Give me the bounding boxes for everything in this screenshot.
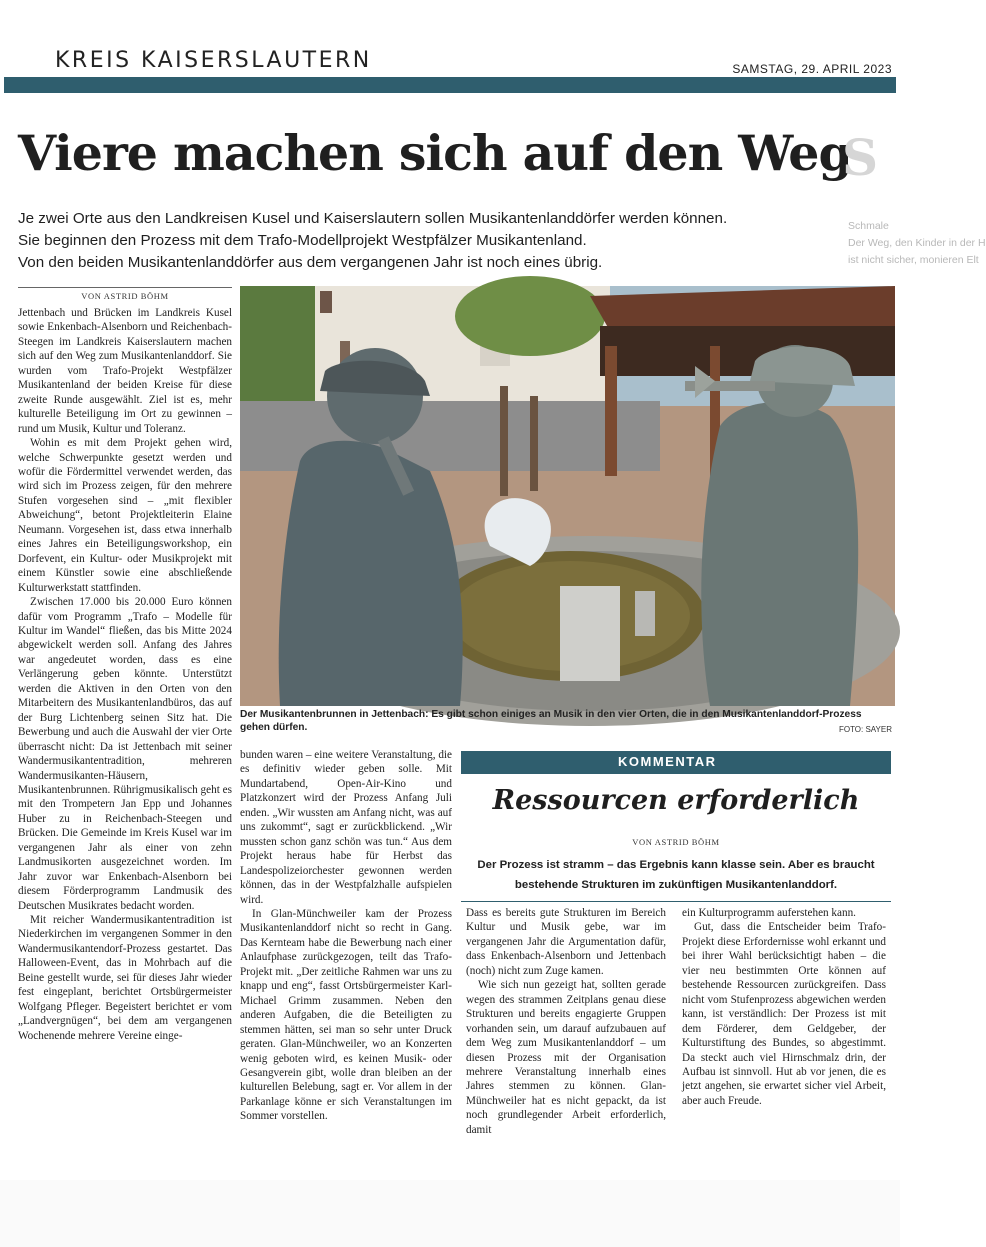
paragraph: Zwischen 17.000 bis 20.000 Euro können dafür vom Programm „Trafo – Modelle für Kultur im Wandel“ fließen, das bis Mitte 2024 abgewickelt werden soll. Anfang des Jahres war angedeutet worden, dass es eine Verlängerung geben könnte. Unterstützt werden die Aktiven in den Orten von den Mitarbeitern des Musikantenlandbüros, das auf der Burg Lichtenberg seinen Sitz hat. Die Bewerbung und auch die Auswahl der vier Orte überrascht nicht: Da ist Jettenbach mit seiner Wandermusikantentradition, mehreren Wandermusikanten-Häusern, Musikantenbrunnen. Rührigmusikalisch geht es mit den Trompetern Jan Epp und Johannes Huber zu in Reichenbach-Steegen und Brücken. Die Gemeinde im Kreis Kusel war im vergangenen Jahr als einer von zehn Landmusikorten ausgezeichnet worden. Im Jahr zuvor war Enkenbach-Alsenborn bei diesem Förderprogramm Landmusik des Deutschen Musikrates bedacht worden. xyxy=(18,596,232,912)
article-headline: Viere machen sich auf den Weg xyxy=(18,124,852,182)
paragraph: Wohin es mit dem Projekt gehen wird, welche Schwerpunkte gesetzt werden und wofür die Fördermittel verwendet werden, das wird sich im Prozess zeigen, für den mehrere Stufen vorgesehen sind – „mit flexibler Abweichung“, betont Projektleiterin Elaine Neumann. Vorgesehen ist, dass etwa innerhalb eines Jahres ein Beteiligungsworkshop, ein Dorfevent, ein Kultur- oder Musikprojekt mit einem Künstler sowie eine abschließende Kulturwerkstatt stattfinden. xyxy=(18,437,232,594)
photo-caption: Der Musikantenbrunnen in Jettenbach: Es gibt schon einiges an Musik in den vier Orten, die in den Musikantenlanddorf-Prozess gehen dürfen. xyxy=(240,709,862,733)
adjacent-line: Der Weg, den Kinder in der H xyxy=(848,237,986,249)
adjacent-article-headline-fragment: S xyxy=(842,128,879,187)
adjacent-line: ist nicht sicher, monieren Elt xyxy=(848,254,979,266)
paragraph: Dass es bereits gute Strukturen im Bereich Kultur und Musik gebe, war im vergangenen Jahr die Argumentation dafür, dass Enkenbach-Alsenborn und Jettenbach (noch) nicht zum Zuge kamen. xyxy=(466,907,666,977)
paragraph: ein Kulturprogramm auferstehen kann. xyxy=(682,907,856,919)
kommentar-lead: Der Prozess ist stramm – das Ergebnis kann klasse sein. Aber es braucht bestehende Strukturen im zukünftigen Musikantenlanddorf. xyxy=(477,859,875,891)
kommentar-label: KOMMENTAR xyxy=(461,751,891,772)
issue-date: SAMSTAG, 29. APRIL 2023 xyxy=(732,62,892,76)
paragraph: Gut, dass die Entscheider beim Trafo-Projekt diese Erfordernisse wohl erkannt und bei ihrer Wahl berücksichtigt haben – die vier neu bestimmten Orte können auf bestehende Ressourcen zurückgreifen. Dass nicht vom Stufenprozess abgewichen werden kann, ist verständlich: Der Prozess ist mit dem Förderer, dem Geldgeber, der Kulturstiftung des Bundes, so abgestimmt. Da steckt auch viel Hirnschmalz drin, der Aufbau ist sinnvoll. Hut ab vor jenen, die es jetzt angehen, sie erwartet sicher viel Arbeit, aber auch Freude. xyxy=(682,921,886,1107)
kommentar-separator xyxy=(461,901,891,902)
paragraph: Jettenbach und Brücken im Landkreis Kusel sowie Enkenbach-Alsenborn und Reichenbach-Steegen im Landkreis Kaiserslautern machen sich auf den Weg zum Musikantenlanddorf. Sie wurden vom Trafo-Projekt Westpfälzer Musikantenland der beiden Kreise für diese zweite Runde ausgewählt. Ziel ist es, mehr kulturelle Beteiligung im Ort zu gewinnen – rund um Musik, Kultur und Toleranz. xyxy=(18,307,232,435)
paragraph: Mit reicher Wandermusikantentradition ist Niederkirchen im vergangenen Sommer in den Wandermusikantendorf-Prozess gestartet. Das Halloween-Event, das in Mohrbach auf die Beine gestellt wurde, sei für dieses Jahr wieder fest eingeplant, berichtet Ortsbürgermeister Wolfgang Pfleger. Begeistert berichtet er vom „Landvergnügen“, bei dem am vergangenen Wochenende mehrere Vereine einge- xyxy=(18,914,232,1042)
adjacent-line: Schmale xyxy=(848,220,889,232)
lead-line: Von den beiden Musikantenlanddörfer aus dem vergangenen Jahr ist noch eines übrig. xyxy=(18,254,603,271)
kommentar-rule xyxy=(461,772,891,774)
adjacent-article-text-fragment xyxy=(848,218,986,269)
paragraph: Wie sich nun gezeigt hat, sollten gerade wegen des strammen Zeitplans genau diese Strukturen und bereits engagierte Gruppen vorhanden sein, um darauf aufzubauen auf dem Weg zum Musikantenlanddorf – um diesen Prozess mit der Organisation mehrere Veranstaltung innerhalb eines Jahres stemmen zu können. Glan-Münchweiler hat es nicht gepackt, da ist noch grundlegender Arbeit erforderlich, damit xyxy=(466,979,666,1136)
kommentar-column-1 xyxy=(466,906,666,1137)
header-rule xyxy=(4,77,896,93)
paragraph: bunden waren – eine weitere Veranstaltung, die es definitiv wieder geben solle. Mit Mundartabend, Open-Air-Kino und Platzkonzert wird der Prozess Anfang Juli enden. „Wir wussten am Anfang nicht, was auf uns zukommt“, sagt er zurückblickend. „Wir mussten schon ganz schön was tun.“ Aus dem Projekt heraus habe für Herbst das Landespolizeiorchester gewonnen werden können, das in der Westpfalzhalle aufspielen wird. xyxy=(240,749,452,906)
article-lead xyxy=(18,208,833,274)
paragraph: In Glan-Münchweiler kam der Prozess Musikantenlanddorf nicht so recht in Gang. Das Kernteam habe die Bewerbung nach einer Anlaufphase zurückgezogen, teilt das Trafo-Projekt mit. „Der zeitliche Rahmen war uns zu knapp und eng“, fasst Ortsbürgermeister Karl-Michael Grimm zusammen. Neben den anderen Aufgaben, die die Beteiligten zu stemmen hätten, sei man so sehr unter Druck geraten. Glan-Münchweiler, wo an Konzerten wenig geboten wird, es keinen Musik- oder Gesangverein gibt, wolle dran bleiben an der kulturellen Belebung, sagt er. Vor allem in der Parkanlage könne er sich Veranstaltungen im Sommer vorstellen. xyxy=(240,907,452,1123)
article-column-1 xyxy=(18,306,232,1043)
lead-line: Sie beginnen den Prozess mit dem Trafo-Modellprojekt Westpfälzer Musikantenland. xyxy=(18,232,587,249)
article-column-2 xyxy=(240,748,452,1124)
page-bottom-margin xyxy=(0,1180,900,1247)
article-byline: VON ASTRID BÖHM xyxy=(18,287,232,301)
section-title: KREIS KAISERSLAUTERN xyxy=(55,48,372,73)
kommentar-column-2 xyxy=(682,906,886,1108)
kommentar-title: Ressourcen erforderlich xyxy=(492,785,860,816)
kommentar-byline: VON ASTRID BÖHM xyxy=(632,837,720,847)
lead-line: Je zwei Orte aus den Landkreisen Kusel und Kaiserslautern sollen Musikantenlanddörfer werden können. xyxy=(18,210,728,227)
fountain-photo-illustration xyxy=(240,286,895,706)
photo-credit: FOTO: SAYER xyxy=(838,725,892,734)
article-photo xyxy=(240,286,895,706)
